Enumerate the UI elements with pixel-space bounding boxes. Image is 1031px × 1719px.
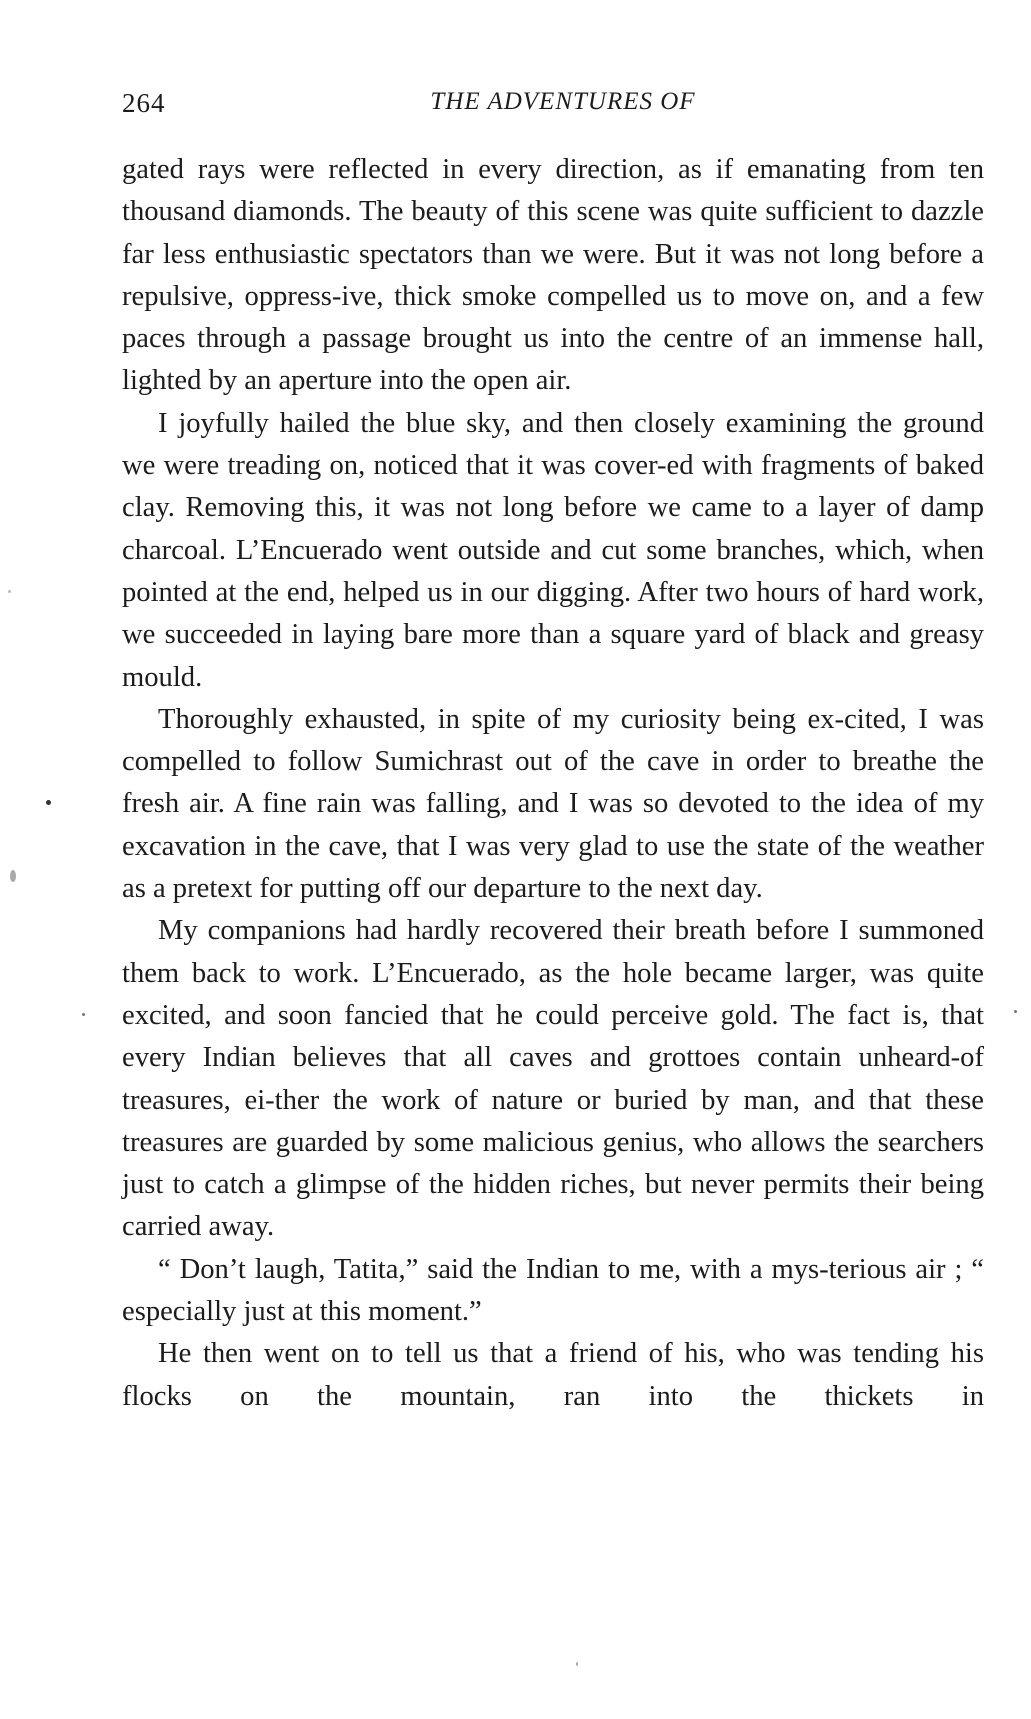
print-speck xyxy=(82,1013,85,1016)
running-head xyxy=(122,88,984,128)
paragraph: “ Don’t laugh, Tatita,” said the Indian to me, with a mys-terious air ; “ especially just at this moment.” xyxy=(122,1253,984,1328)
paragraph: He then went on to tell us that a friend of his, who was tending his flocks on the mountain, ran into the thickets in xyxy=(122,1338,984,1412)
book-title: THE ADVENTURES OF xyxy=(430,88,696,115)
print-speck xyxy=(576,1662,578,1666)
print-speck xyxy=(1014,1010,1017,1013)
print-speck xyxy=(46,800,51,805)
page-number: 264 xyxy=(122,88,166,118)
paragraph: gated rays were reflected in every direction, as if emanating from ten thousand diamonds. The beauty of this scene was quite sufficient to dazzle far less enthusiastic spectators than we were. But it was not long before a repulsive, oppress-ive, thick smoke compelled us to move on, and a few paces through a passage brought us into the centre of an immense hall, lighted by an aperture into the open air. xyxy=(122,154,984,397)
paragraph: I joyfully hailed the blue sky, and then closely examining the ground we were treading on, noticed that it was cover-ed with fragments of baked clay. Removing this, it was not long before we came to a layer of damp charcoal. L’Encuerado went outside and cut some branches, which, when pointed at the end, helped us in our digging. After two hours of hard work, we succeeded in laying bare more than a square yard of black and greasy mould. xyxy=(122,407,984,693)
paragraph: Thoroughly exhausted, in spite of my curiosity being ex-cited, I was compelled to follow Sumichrast out of the cave in order to breathe the fresh air. A fine rain was falling, and I was so devoted to the idea of my excavation in the cave, that I was very glad to use the state of the weather as a pretext for putting off our departure to the next day. xyxy=(122,703,984,905)
paragraph: My companions had hardly recovered their breath before I summoned them back to work. L’Encuerado, as the hole became larger, was quite excited, and soon fancied that he could perceive gold. The fact is, that every Indian believes that all caves and grottoes contain unheard-of treasures, ei-ther the work of nature or buried by man, and that these treasures are guarded by some malicious genius, who allows the searchers just to catch a glimpse of the hidden riches, but never permits their being carried away. xyxy=(122,915,984,1243)
print-speck xyxy=(10,870,16,882)
body-text xyxy=(122,149,984,1418)
print-speck xyxy=(8,590,11,593)
